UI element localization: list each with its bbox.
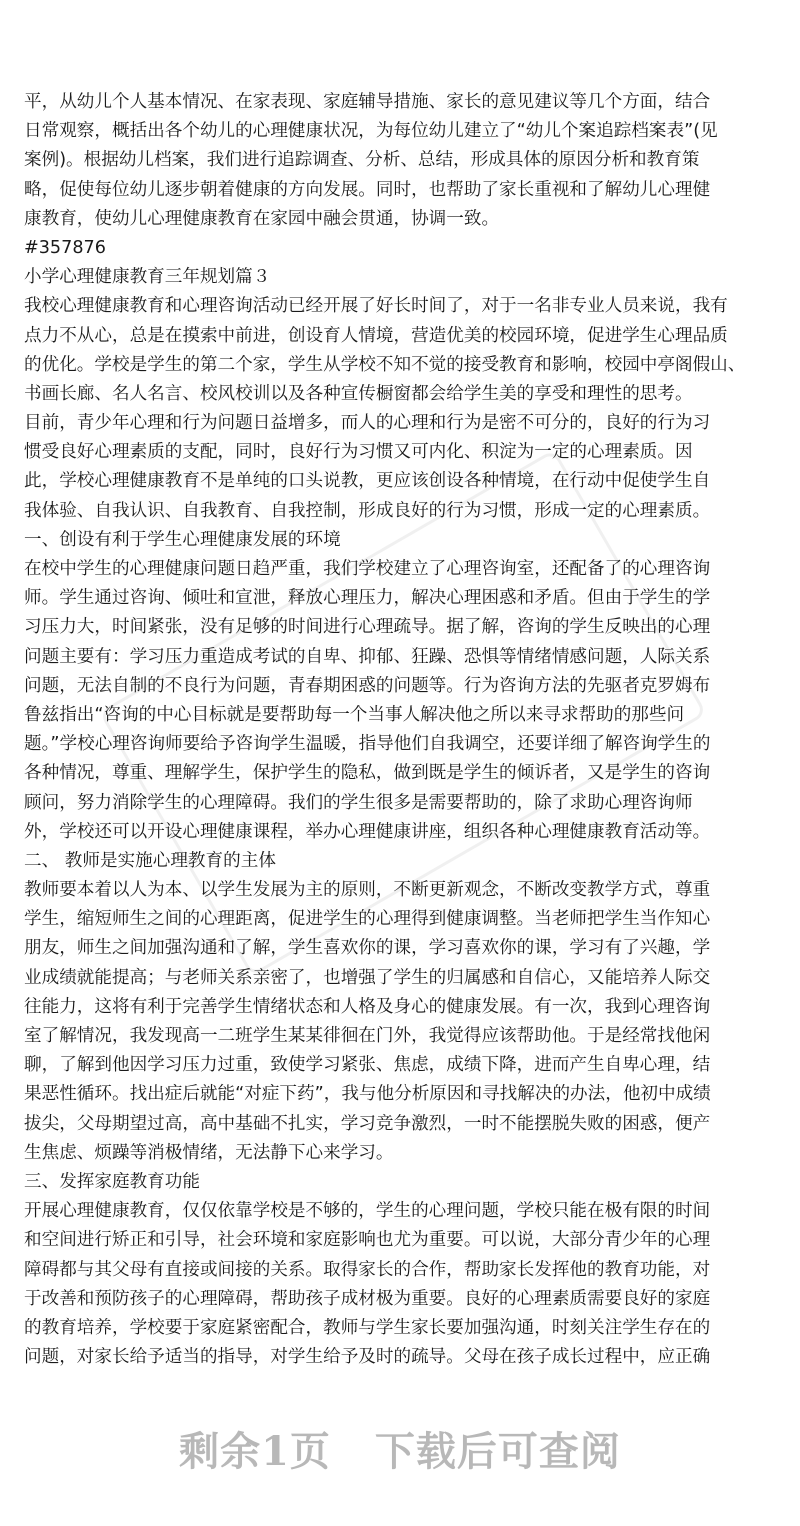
download-to-view-text: 下载后可查阅 [374, 1428, 621, 1475]
text-line: 各种情况，尊重、理解学生，保护学生的隐私，做到既是学生的倾诉者，又是学生的咨询 [24, 763, 711, 784]
text-line: 略，促使每位幼儿逐步朝着健康的方向发展。同时，也帮助了家长重视和了解幼儿心理健 [24, 179, 711, 200]
text-line: 障碍都与其父母有直接或间接的关系。取得家长的合作，帮助家长发挥他的教育功能，对 [24, 1259, 711, 1280]
text-line: 业成绩就能提高；与老师关系亲密了，也增强了学生的归属感和自信心，又能培养人际交 [24, 967, 711, 988]
text-line: 的教育培养，学校要于家庭紧密配合，教师与学生家长要加强沟通，时刻关注学生存在的 [24, 1317, 711, 1338]
text-line: 三、发挥家庭教育功能 [24, 1171, 200, 1192]
text-line: 此，学校心理健康教育不是单纯的口头说教，更应该创设各种情境，在行动中促使学生自 [24, 471, 711, 492]
text-line: 开展心理健康教育，仅仅依靠学校是不够的，学生的心理问题，学校只能在极有限的时间 [24, 1201, 711, 1222]
text-line: 惯受良好心理素质的支配，同时，良好行为习惯又可内化、积淀为一定的心理素质。因 [24, 442, 693, 463]
text-line: 问题，对家长给予适当的指导，对学生给予及时的疏导。父母在孩子成长过程中，应正确 [24, 1347, 711, 1368]
text-line: 聊，了解到他因学习压力过重，致使学习紧张、焦虑，成绩下降，进而产生自卑心理，结 [24, 1055, 711, 1076]
text-line: 鲁兹指出“咨询的中心目标就是要帮助每一个当事人解决他之所以来寻求帮助的那些问 [24, 704, 685, 725]
text-line: 习压力大，时间紧张，没有足够的时间进行心理疏导。据了解，咨询的学生反映出的心理 [24, 617, 711, 638]
text-line: 康教育，使幼儿心理健康教育在家园中融会贯通，协调一致。 [24, 208, 500, 229]
text-line: 外，学校还可以开设心理健康课程，举办心理健康讲座，组织各种心理健康教育活动等。 [24, 821, 711, 842]
text-line: 的优化。学校是学生的第二个家，学生从学校不知不觉的接受教育和影响，校园中亭阁假山、 [24, 354, 746, 375]
text-line: 教师要本着以人为本、以学生发展为主的原则，不断更新观念，不断改变教学方式，尊重 [24, 880, 711, 901]
text-line: 点力不从心，总是在摸索中前进，创设育人情境，营造优美的校园环境，促进学生心理品质 [24, 325, 728, 346]
text-line: 我校心理健康教育和心理咨询活动已经开展了好长时间了，对于一名非专业人员来说，我有 [24, 296, 728, 317]
text-line: 和空间进行矫正和引导，社会环境和家庭影响也尤为重要。可以说，大部分青少年的心理 [24, 1230, 711, 1251]
text-line: 顾问，努力消除学生的心理障碍。我们的学生很多是需要帮助的，除了求助心理咨询师 [24, 792, 693, 813]
text-line: 日常观察，概括出各个幼儿的心理健康状况，为每位幼儿建立了“幼儿个案追踪档案表”(见 [24, 121, 718, 142]
text-line: 在校中学生的心理健康问题日趋严重，我们学校建立了心理咨询室，还配备了的心理咨询 [24, 559, 711, 579]
text-line: 目前，青少年心理和行为问题日益增多，而人的心理和行为是密不可分的，良好的行为习 [24, 413, 711, 434]
text-line: 室了解情况，我发现高一二班学生某某徘徊在门外，我觉得应该帮助他。于是经常找他闲 [24, 1026, 711, 1046]
text-line: 学生，缩短师生之间的心理距离，促进学生的心理得到健康调整。当老师把学生当作知心 [24, 909, 711, 930]
text-line: 书画长廊、名人名言、校风校训以及各种宣传橱窗都会给学生美的享受和理性的思考。 [24, 383, 693, 404]
text-line: 小学心理健康教育三年规划篇３ [24, 267, 271, 288]
document-body [24, 88, 782, 1372]
text-line: 于改善和预防孩子的心理障碍，帮助孩子成材极为重要。良好的心理素质需要良好的家庭 [24, 1288, 711, 1309]
text-line: 我体验、自我认识、自我教育、自我控制，形成良好的行为习惯，形成一定的心理素质。 [24, 500, 711, 521]
text-line: 平，从幼儿个人基本情况、在家表现、家庭辅导措施、家长的意见建议等几个方面，结合 [24, 92, 711, 112]
text-line: 师。学生通过咨询、倾吐和宣泄，释放心理压力，解决心理困惑和矛盾。但由于学生的学 [24, 588, 711, 609]
text-line: 案例)。根据幼儿档案，我们进行追踪调查、分析、总结，形成具体的原因分析和教育策 [24, 150, 700, 171]
text-line: 问题主要有：学习压力重造成考试的自卑、抑郁、狂躁、恐惧等情绪情感问题，人际关系 [24, 646, 711, 667]
text-line: 题。”学校心理咨询师要给予咨询学生温暖，指导他们自我调空，还要详细了解咨询学生的 [24, 734, 711, 755]
download-prompt-banner[interactable] [0, 1420, 800, 1477]
text-line: 朋友，师生之间加强沟通和了解，学生喜欢你的课，学习喜欢你的课，学习有了兴趣，学 [24, 938, 711, 959]
text-line: 生焦虑、烦躁等消极情绪，无法静下心来学习。 [24, 1142, 394, 1163]
text-line: 往能力，这将有利于完善学生情绪状态和人格及身心的健康发展。有一次，我到心理咨询 [24, 996, 711, 1017]
text-line: 二、 教师是实施心理教育的主体 [24, 850, 276, 871]
text-line: 拔尖，父母期望过高，高中基础不扎实，学习竞争激烈，一时不能摆脱失败的困惑，便产 [24, 1113, 711, 1134]
text-line: 果恶性循环。找出症后就能“对症下药”，我与他分析原因和寻找解决的办法，他初中成绩 [24, 1084, 711, 1105]
remaining-pages-text: 剩余1页 [179, 1428, 331, 1475]
text-line: 问题，无法自制的不良行为问题，青春期困惑的问题等。行为咨询方法的先驱者克罗姆布 [24, 675, 711, 696]
previous-page-fragment [24, 0, 782, 34]
text-line: 一、创设有利于学生心理健康发展的环境 [24, 529, 341, 550]
text-line: #357876 [24, 237, 106, 258]
